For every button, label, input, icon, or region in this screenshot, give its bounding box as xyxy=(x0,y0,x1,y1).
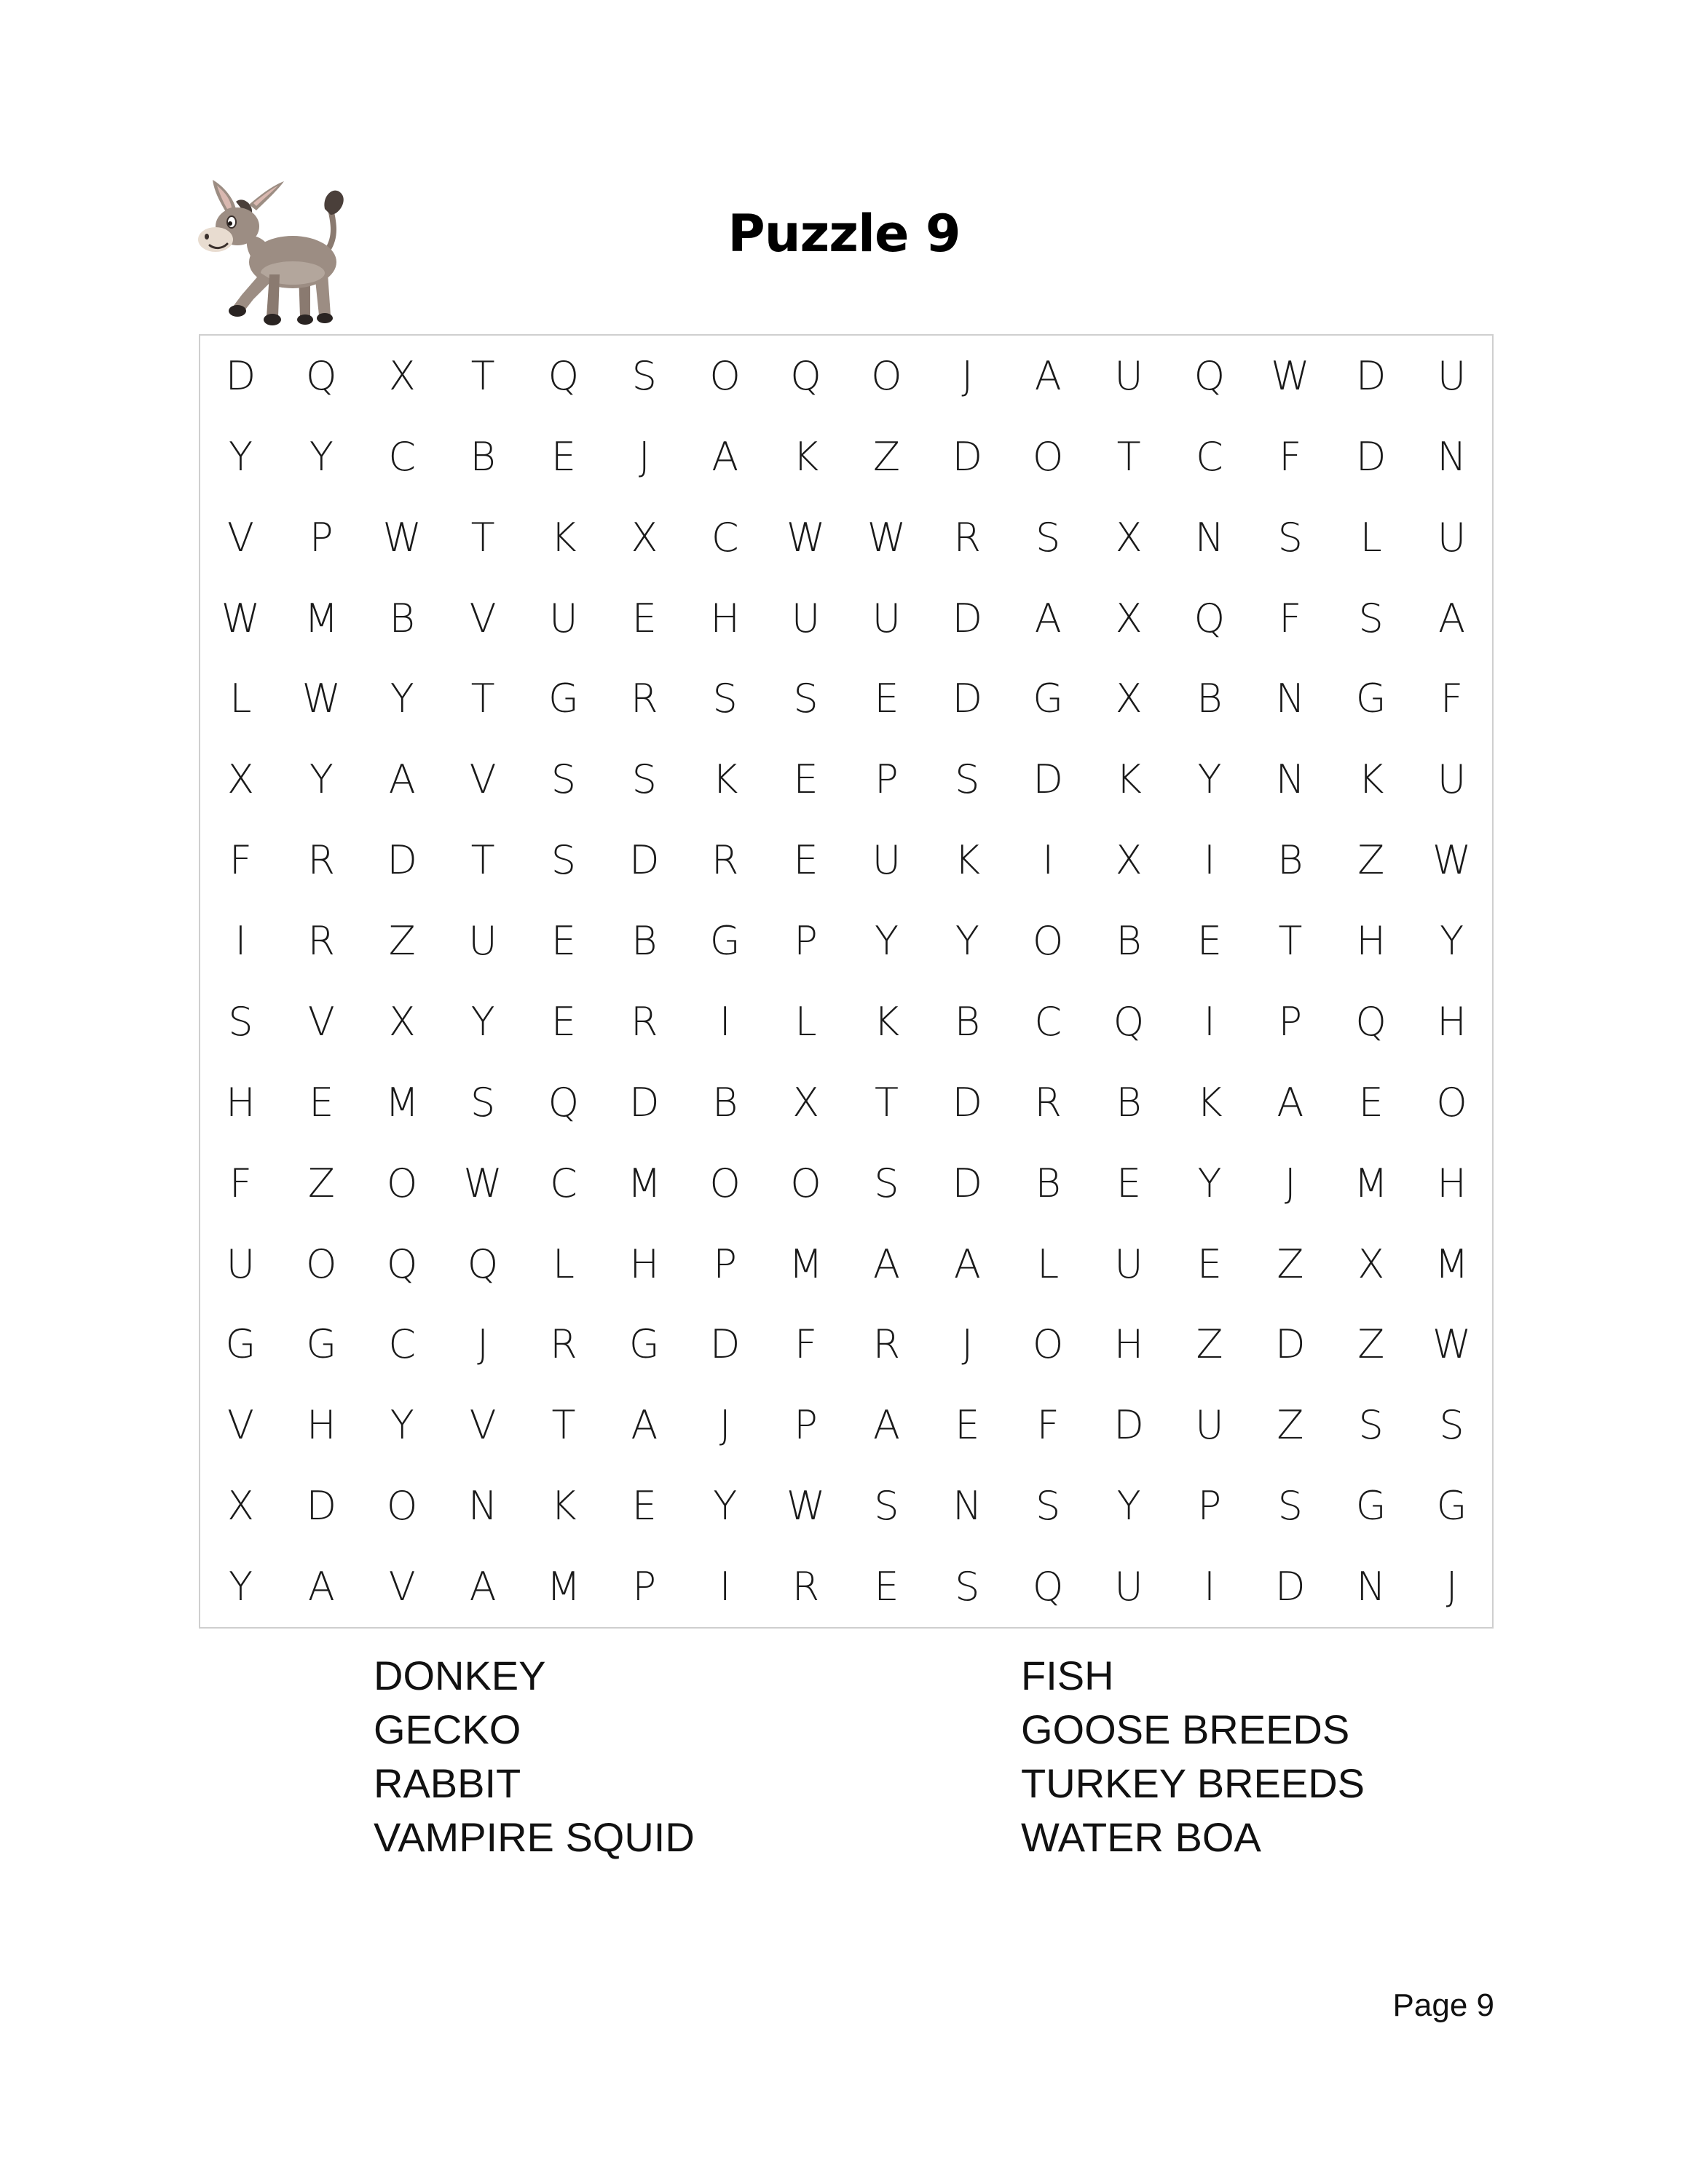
grid-letter[interactable]: X xyxy=(388,352,416,399)
grid-letter[interactable]: J xyxy=(719,1402,731,1449)
grid-letter[interactable]: N xyxy=(1194,514,1225,561)
grid-letter[interactable]: T xyxy=(470,837,495,884)
grid-letter[interactable]: E xyxy=(1358,1079,1384,1125)
grid-letter[interactable]: G xyxy=(548,676,579,722)
grid-letter[interactable]: G xyxy=(709,918,741,965)
grid-letter[interactable]: X xyxy=(1115,837,1143,884)
grid-letter[interactable]: Q xyxy=(467,1241,499,1287)
word-list-item: GOOSE BREEDS xyxy=(1021,1706,1350,1752)
grid-letter[interactable]: Y xyxy=(1197,1160,1222,1206)
grid-letter[interactable]: E xyxy=(551,918,576,965)
grid-letter[interactable]: F xyxy=(794,1321,818,1368)
grid-letter[interactable]: V xyxy=(469,595,497,641)
grid-letter[interactable]: L xyxy=(794,998,817,1045)
grid-letter[interactable]: H xyxy=(629,1241,660,1287)
grid-letter[interactable]: P xyxy=(1197,1483,1222,1530)
grid-letter[interactable]: U xyxy=(872,837,902,884)
grid-letter[interactable]: E xyxy=(309,1079,334,1125)
grid-letter[interactable]: S xyxy=(631,352,657,399)
grid-letter[interactable]: O xyxy=(306,1241,337,1287)
grid-letter[interactable]: Q xyxy=(1113,998,1145,1045)
grid-letter[interactable]: S xyxy=(1439,1402,1464,1449)
grid-letter[interactable]: F xyxy=(1279,433,1302,480)
grid-letter[interactable]: W xyxy=(382,514,422,561)
grid-letter[interactable]: O xyxy=(709,1160,741,1206)
grid-letter[interactable]: J xyxy=(961,1321,974,1368)
grid-letter[interactable]: X xyxy=(1357,1241,1385,1287)
grid-letter[interactable]: C xyxy=(1034,998,1062,1045)
grid-letter[interactable]: D xyxy=(1355,433,1387,480)
grid-letter[interactable]: X xyxy=(226,756,254,803)
grid-letter[interactable]: B xyxy=(1277,837,1304,884)
grid-letter[interactable]: S xyxy=(1036,1483,1061,1530)
grid-letter[interactable]: D xyxy=(952,676,983,722)
grid-letter[interactable]: Y xyxy=(309,756,334,803)
grid-letter[interactable]: P xyxy=(309,514,334,561)
grid-letter[interactable]: S xyxy=(1277,514,1303,561)
grid-letter[interactable]: Z xyxy=(388,918,416,965)
grid-letter[interactable]: W xyxy=(463,1160,502,1206)
grid-letter[interactable]: Y xyxy=(713,1483,738,1530)
grid-letter[interactable]: D xyxy=(387,837,417,884)
word-list-item: DONKEY xyxy=(374,1653,546,1698)
grid-letter[interactable]: B xyxy=(389,595,415,641)
grid-letter[interactable]: O xyxy=(1436,1079,1467,1125)
grid-letter[interactable]: A xyxy=(1034,352,1062,399)
grid-letter[interactable]: U xyxy=(791,595,821,641)
grid-letter[interactable]: D xyxy=(306,1483,337,1530)
word-list-item: GECKO xyxy=(374,1706,521,1752)
grid-letter[interactable]: S xyxy=(551,837,577,884)
grid-letter[interactable]: A xyxy=(1438,595,1466,641)
grid-letter[interactable]: A xyxy=(631,1402,658,1449)
grid-letter[interactable]: Q xyxy=(1355,998,1387,1045)
grid-letter[interactable]: S xyxy=(1358,595,1384,641)
grid-letter[interactable]: M xyxy=(627,1160,662,1206)
grid-letter[interactable]: M xyxy=(384,1079,419,1125)
grid-letter[interactable]: M xyxy=(304,595,339,641)
grid-letter[interactable]: K xyxy=(551,1483,577,1530)
grid-letter[interactable]: W xyxy=(786,1483,826,1530)
grid-letter[interactable]: B xyxy=(1196,676,1223,722)
grid-letter[interactable]: S xyxy=(874,1160,899,1206)
grid-letter[interactable]: R xyxy=(307,837,336,884)
grid-letter[interactable]: O xyxy=(1032,433,1064,480)
grid-letter[interactable]: U xyxy=(468,918,497,965)
grid-letter[interactable]: D xyxy=(225,352,256,399)
grid-letter[interactable]: U xyxy=(1437,352,1467,399)
grid-letter[interactable]: Z xyxy=(1277,1402,1304,1449)
grid-letter[interactable]: X xyxy=(631,514,658,561)
grid-letter[interactable]: J xyxy=(961,352,974,399)
grid-letter[interactable]: D xyxy=(1113,1402,1144,1449)
word-list-item: VAMPIRE SQUID xyxy=(374,1814,695,1860)
grid-letter[interactable]: G xyxy=(306,1321,337,1368)
grid-letter[interactable]: W xyxy=(1432,837,1472,884)
grid-letter[interactable]: Q xyxy=(1032,1564,1064,1610)
grid-letter[interactable]: O xyxy=(1032,918,1064,965)
grid-letter[interactable]: Y xyxy=(1440,918,1464,965)
grid-letter[interactable]: U xyxy=(1114,1241,1143,1287)
grid-letter[interactable]: M xyxy=(1354,1160,1388,1206)
grid-letter[interactable]: N xyxy=(1275,676,1306,722)
grid-letter[interactable]: E xyxy=(551,998,576,1045)
grid-letter[interactable]: J xyxy=(638,433,650,480)
grid-letter[interactable]: E xyxy=(1196,1241,1222,1287)
grid-letter[interactable]: H xyxy=(1113,1321,1144,1368)
grid-letter[interactable]: F xyxy=(229,1160,252,1206)
grid-letter[interactable]: I xyxy=(1203,1564,1215,1610)
grid-letter[interactable]: S xyxy=(955,756,980,803)
grid-letter[interactable]: K xyxy=(1116,756,1142,803)
grid-letter[interactable]: D xyxy=(709,1321,741,1368)
page-number: Page 9 xyxy=(1392,1987,1494,2023)
grid-letter[interactable]: I xyxy=(234,918,247,965)
grid-letter[interactable]: T xyxy=(1278,918,1303,965)
grid-letter[interactable]: U xyxy=(872,595,902,641)
grid-letter[interactable]: O xyxy=(386,1483,418,1530)
grid-letter[interactable]: B xyxy=(954,998,980,1045)
grid-letter[interactable]: U xyxy=(1195,1402,1224,1449)
grid-letter[interactable]: F xyxy=(229,837,252,884)
grid-letter[interactable]: Y xyxy=(1197,756,1222,803)
grid-letter[interactable]: H xyxy=(1437,998,1467,1045)
grid-letter[interactable]: U xyxy=(1437,756,1467,803)
grid-letter[interactable]: S xyxy=(955,1564,980,1610)
grid-letter[interactable]: R xyxy=(631,676,658,722)
grid-letter[interactable]: A xyxy=(872,1241,900,1287)
grid-letter[interactable]: V xyxy=(226,1402,254,1449)
grid-letter[interactable]: W xyxy=(786,514,826,561)
grid-letter[interactable]: I xyxy=(719,1564,731,1610)
grid-letter[interactable]: P xyxy=(794,918,818,965)
grid-letter[interactable]: F xyxy=(1036,1402,1060,1449)
grid-letter[interactable]: E xyxy=(955,1402,980,1449)
grid-letter[interactable]: T xyxy=(470,514,495,561)
grid-letter[interactable]: G xyxy=(225,1321,256,1368)
grid-letter[interactable]: S xyxy=(1036,514,1061,561)
grid-letter[interactable]: A xyxy=(953,1241,981,1287)
grid-letter[interactable]: Q xyxy=(306,352,337,399)
grid-letter[interactable]: Y xyxy=(390,676,414,722)
grid-letter[interactable]: W xyxy=(1432,1321,1472,1368)
grid-letter[interactable]: P xyxy=(1278,998,1303,1045)
grid-letter[interactable]: E xyxy=(793,837,819,884)
grid-letter[interactable]: R xyxy=(711,837,739,884)
grid-letter[interactable]: L xyxy=(1360,514,1382,561)
grid-letter[interactable]: J xyxy=(1446,1564,1458,1610)
grid-letter[interactable]: H xyxy=(1437,1160,1467,1206)
grid-letter[interactable]: I xyxy=(1042,837,1054,884)
grid-letter[interactable]: V xyxy=(388,1564,416,1610)
grid-letter[interactable]: H xyxy=(710,595,740,641)
word-list-item: FISH xyxy=(1021,1653,1114,1698)
grid-letter[interactable]: B xyxy=(1116,1079,1142,1125)
word-list-right xyxy=(1021,1649,1365,1864)
grid-letter[interactable]: C xyxy=(1196,433,1223,480)
grid-letter[interactable]: D xyxy=(1275,1564,1306,1610)
grid-letter[interactable]: N xyxy=(468,1483,498,1530)
grid-letter[interactable]: W xyxy=(867,514,907,561)
grid-letter[interactable]: R xyxy=(953,514,982,561)
grid-letter[interactable]: K xyxy=(551,514,577,561)
grid-letter[interactable]: E xyxy=(631,1483,657,1530)
grid-letter[interactable]: O xyxy=(709,352,741,399)
grid-letter[interactable]: X xyxy=(1115,676,1143,722)
grid-letter[interactable]: V xyxy=(469,1402,497,1449)
grid-letter[interactable]: D xyxy=(629,1079,660,1125)
grid-letter[interactable]: C xyxy=(550,1160,577,1206)
grid-letter[interactable]: X xyxy=(388,998,416,1045)
grid-letter[interactable]: Q xyxy=(1194,352,1226,399)
grid-letter[interactable]: K xyxy=(792,433,819,480)
grid-letter[interactable]: J xyxy=(1284,1160,1296,1206)
grid-letter[interactable]: Y xyxy=(228,1564,253,1610)
grid-letter[interactable]: T xyxy=(470,676,495,722)
grid-letter[interactable]: K xyxy=(1196,1079,1223,1125)
grid-letter[interactable]: S xyxy=(712,676,738,722)
grid-letter[interactable]: W xyxy=(221,595,261,641)
grid-letter[interactable]: G xyxy=(1436,1483,1467,1530)
grid-letter[interactable]: A xyxy=(469,1564,497,1610)
grid-letter[interactable]: Z xyxy=(1357,837,1385,884)
grid-letter[interactable]: B xyxy=(631,918,658,965)
grid-letter[interactable]: G xyxy=(1355,1483,1387,1530)
grid-letter[interactable]: B xyxy=(712,1079,738,1125)
grid-letter[interactable]: W xyxy=(1271,352,1310,399)
grid-letter[interactable]: S xyxy=(1358,1402,1384,1449)
grid-letter[interactable]: P xyxy=(794,1402,818,1449)
grid-letter[interactable]: S xyxy=(874,1483,899,1530)
grid-letter[interactable]: Y xyxy=(228,433,253,480)
grid-letter[interactable]: G xyxy=(1033,676,1064,722)
grid-letter[interactable]: N xyxy=(1275,756,1306,803)
grid-letter[interactable]: D xyxy=(629,837,660,884)
grid-letter[interactable]: B xyxy=(1035,1160,1061,1206)
grid-letter[interactable]: X xyxy=(226,1483,254,1530)
grid-letter[interactable]: Y xyxy=(470,998,495,1045)
grid-letter[interactable]: A xyxy=(711,433,739,480)
grid-letter[interactable]: U xyxy=(1114,1564,1143,1610)
grid-letter[interactable]: X xyxy=(792,1079,820,1125)
grid-letter[interactable]: L xyxy=(1037,1241,1060,1287)
grid-letter[interactable]: M xyxy=(546,1564,581,1610)
grid-letter[interactable]: B xyxy=(1116,918,1142,965)
grid-letter[interactable]: E xyxy=(1196,918,1222,965)
letter-grid xyxy=(199,334,1494,1629)
grid-letter[interactable]: O xyxy=(871,352,902,399)
grid-letter[interactable]: N xyxy=(953,1483,982,1530)
grid-letter[interactable]: U xyxy=(1114,352,1143,399)
grid-letter[interactable]: H xyxy=(307,1402,336,1449)
grid-letter[interactable]: V xyxy=(469,756,497,803)
grid-letter[interactable]: O xyxy=(386,1160,418,1206)
grid-letter[interactable]: F xyxy=(1440,676,1464,722)
grid-letter[interactable]: Z xyxy=(1277,1241,1304,1287)
grid-letter[interactable]: S xyxy=(1277,1483,1303,1530)
grid-letter[interactable]: R xyxy=(872,1321,901,1368)
grid-letter[interactable]: A xyxy=(1034,595,1062,641)
grid-letter[interactable]: S xyxy=(470,1079,496,1125)
grid-letter[interactable]: P xyxy=(713,1241,737,1287)
grid-letter[interactable]: G xyxy=(1355,676,1387,722)
grid-letter[interactable]: O xyxy=(1032,1321,1064,1368)
grid-letter[interactable]: A xyxy=(388,756,416,803)
grid-letter[interactable]: Y xyxy=(390,1402,414,1449)
grid-letter[interactable]: X xyxy=(1115,514,1143,561)
grid-letter[interactable]: J xyxy=(477,1321,489,1368)
grid-letter[interactable]: F xyxy=(1279,595,1302,641)
grid-letter[interactable]: Z xyxy=(1196,1321,1223,1368)
grid-letter[interactable]: E xyxy=(551,433,576,480)
grid-letter[interactable]: H xyxy=(1356,918,1386,965)
grid-letter[interactable]: E xyxy=(1116,1160,1142,1206)
word-list-left xyxy=(374,1649,695,1864)
grid-letter[interactable]: R xyxy=(307,918,336,965)
grid-letter[interactable]: I xyxy=(719,998,731,1045)
grid-letter[interactable]: A xyxy=(1277,1079,1304,1125)
grid-letter[interactable]: R xyxy=(631,998,658,1045)
grid-letter[interactable]: C xyxy=(388,433,417,480)
grid-letter[interactable]: P xyxy=(632,1564,657,1610)
grid-letter[interactable]: Q xyxy=(548,352,580,399)
grid-letter[interactable]: Y xyxy=(309,433,334,480)
grid-letter[interactable]: Z xyxy=(307,1160,335,1206)
grid-letter[interactable]: C xyxy=(388,1321,417,1368)
grid-letter[interactable]: Y xyxy=(874,918,899,965)
grid-letter[interactable]: Y xyxy=(1116,1483,1141,1530)
grid-letter[interactable]: X xyxy=(1115,595,1143,641)
grid-letter[interactable]: T xyxy=(874,1079,899,1125)
grid-letter[interactable]: Q xyxy=(1194,595,1226,641)
grid-letter[interactable]: R xyxy=(1034,1079,1062,1125)
grid-letter[interactable]: M xyxy=(789,1241,823,1287)
grid-letter[interactable]: G xyxy=(628,1321,660,1368)
grid-letter[interactable]: D xyxy=(1355,352,1387,399)
grid-letter[interactable]: R xyxy=(550,1321,577,1368)
grid-letter[interactable]: A xyxy=(307,1564,335,1610)
grid-letter[interactable]: K xyxy=(1357,756,1384,803)
grid-letter[interactable]: Q xyxy=(386,1241,418,1287)
grid-letter[interactable]: U xyxy=(549,595,578,641)
word-list-item: RABBIT xyxy=(374,1760,521,1806)
grid-letter[interactable]: L xyxy=(552,1241,575,1287)
grid-letter[interactable]: D xyxy=(952,1160,983,1206)
grid-letter[interactable]: A xyxy=(872,1402,900,1449)
page-title: Puzzle 9 xyxy=(727,204,961,264)
grid-letter[interactable]: S xyxy=(228,998,253,1045)
grid-letter[interactable]: R xyxy=(792,1564,820,1610)
grid-letter[interactable]: M xyxy=(1435,1241,1469,1287)
grid-letter[interactable]: K xyxy=(711,756,738,803)
grid-letter[interactable]: U xyxy=(226,1241,256,1287)
word-list-item: WATER BOA xyxy=(1021,1814,1261,1860)
grid-letter[interactable]: D xyxy=(1033,756,1063,803)
grid-letter[interactable]: K xyxy=(873,998,900,1045)
grid-letter[interactable]: I xyxy=(1203,998,1215,1045)
grid-letter[interactable]: V xyxy=(226,514,254,561)
grid-letter[interactable]: O xyxy=(790,1160,821,1206)
grid-letter[interactable]: P xyxy=(875,756,899,803)
grid-letter[interactable]: D xyxy=(952,1079,983,1125)
grid-letter[interactable]: N xyxy=(1437,433,1467,480)
grid-letter[interactable]: E xyxy=(793,756,819,803)
grid-letter[interactable]: S xyxy=(551,756,577,803)
grid-letter[interactable]: Y xyxy=(955,918,979,965)
grid-letter[interactable]: L xyxy=(229,676,252,722)
grid-letter[interactable]: H xyxy=(226,1079,256,1125)
grid-letter[interactable]: T xyxy=(470,352,495,399)
grid-letter[interactable]: B xyxy=(470,433,496,480)
grid-letter[interactable]: E xyxy=(874,1564,899,1610)
grid-letter[interactable]: Z xyxy=(1357,1321,1385,1368)
grid-letter[interactable]: Z xyxy=(872,433,900,480)
grid-letter[interactable]: I xyxy=(1203,837,1215,884)
grid-letter[interactable]: N xyxy=(1356,1564,1386,1610)
grid-letter[interactable]: W xyxy=(301,676,342,722)
grid-letter[interactable]: S xyxy=(631,756,657,803)
word-list-item: TURKEY BREEDS xyxy=(1021,1760,1365,1806)
grid-letter[interactable]: E xyxy=(631,595,657,641)
grid-letter[interactable]: Q xyxy=(548,1079,580,1125)
grid-letter[interactable]: U xyxy=(1437,514,1467,561)
grid-letter[interactable]: S xyxy=(793,676,819,722)
grid-letter[interactable]: T xyxy=(551,1402,576,1449)
grid-letter[interactable]: K xyxy=(954,837,981,884)
grid-letter[interactable]: T xyxy=(1116,433,1141,480)
grid-letter[interactable]: Q xyxy=(790,352,821,399)
grid-letter[interactable]: C xyxy=(711,514,739,561)
grid-letter[interactable]: D xyxy=(952,595,983,641)
grid-letter[interactable]: V xyxy=(307,998,335,1045)
grid-letter[interactable]: D xyxy=(1275,1321,1306,1368)
grid-letter[interactable]: E xyxy=(874,676,899,722)
grid-letter[interactable]: D xyxy=(952,433,983,480)
